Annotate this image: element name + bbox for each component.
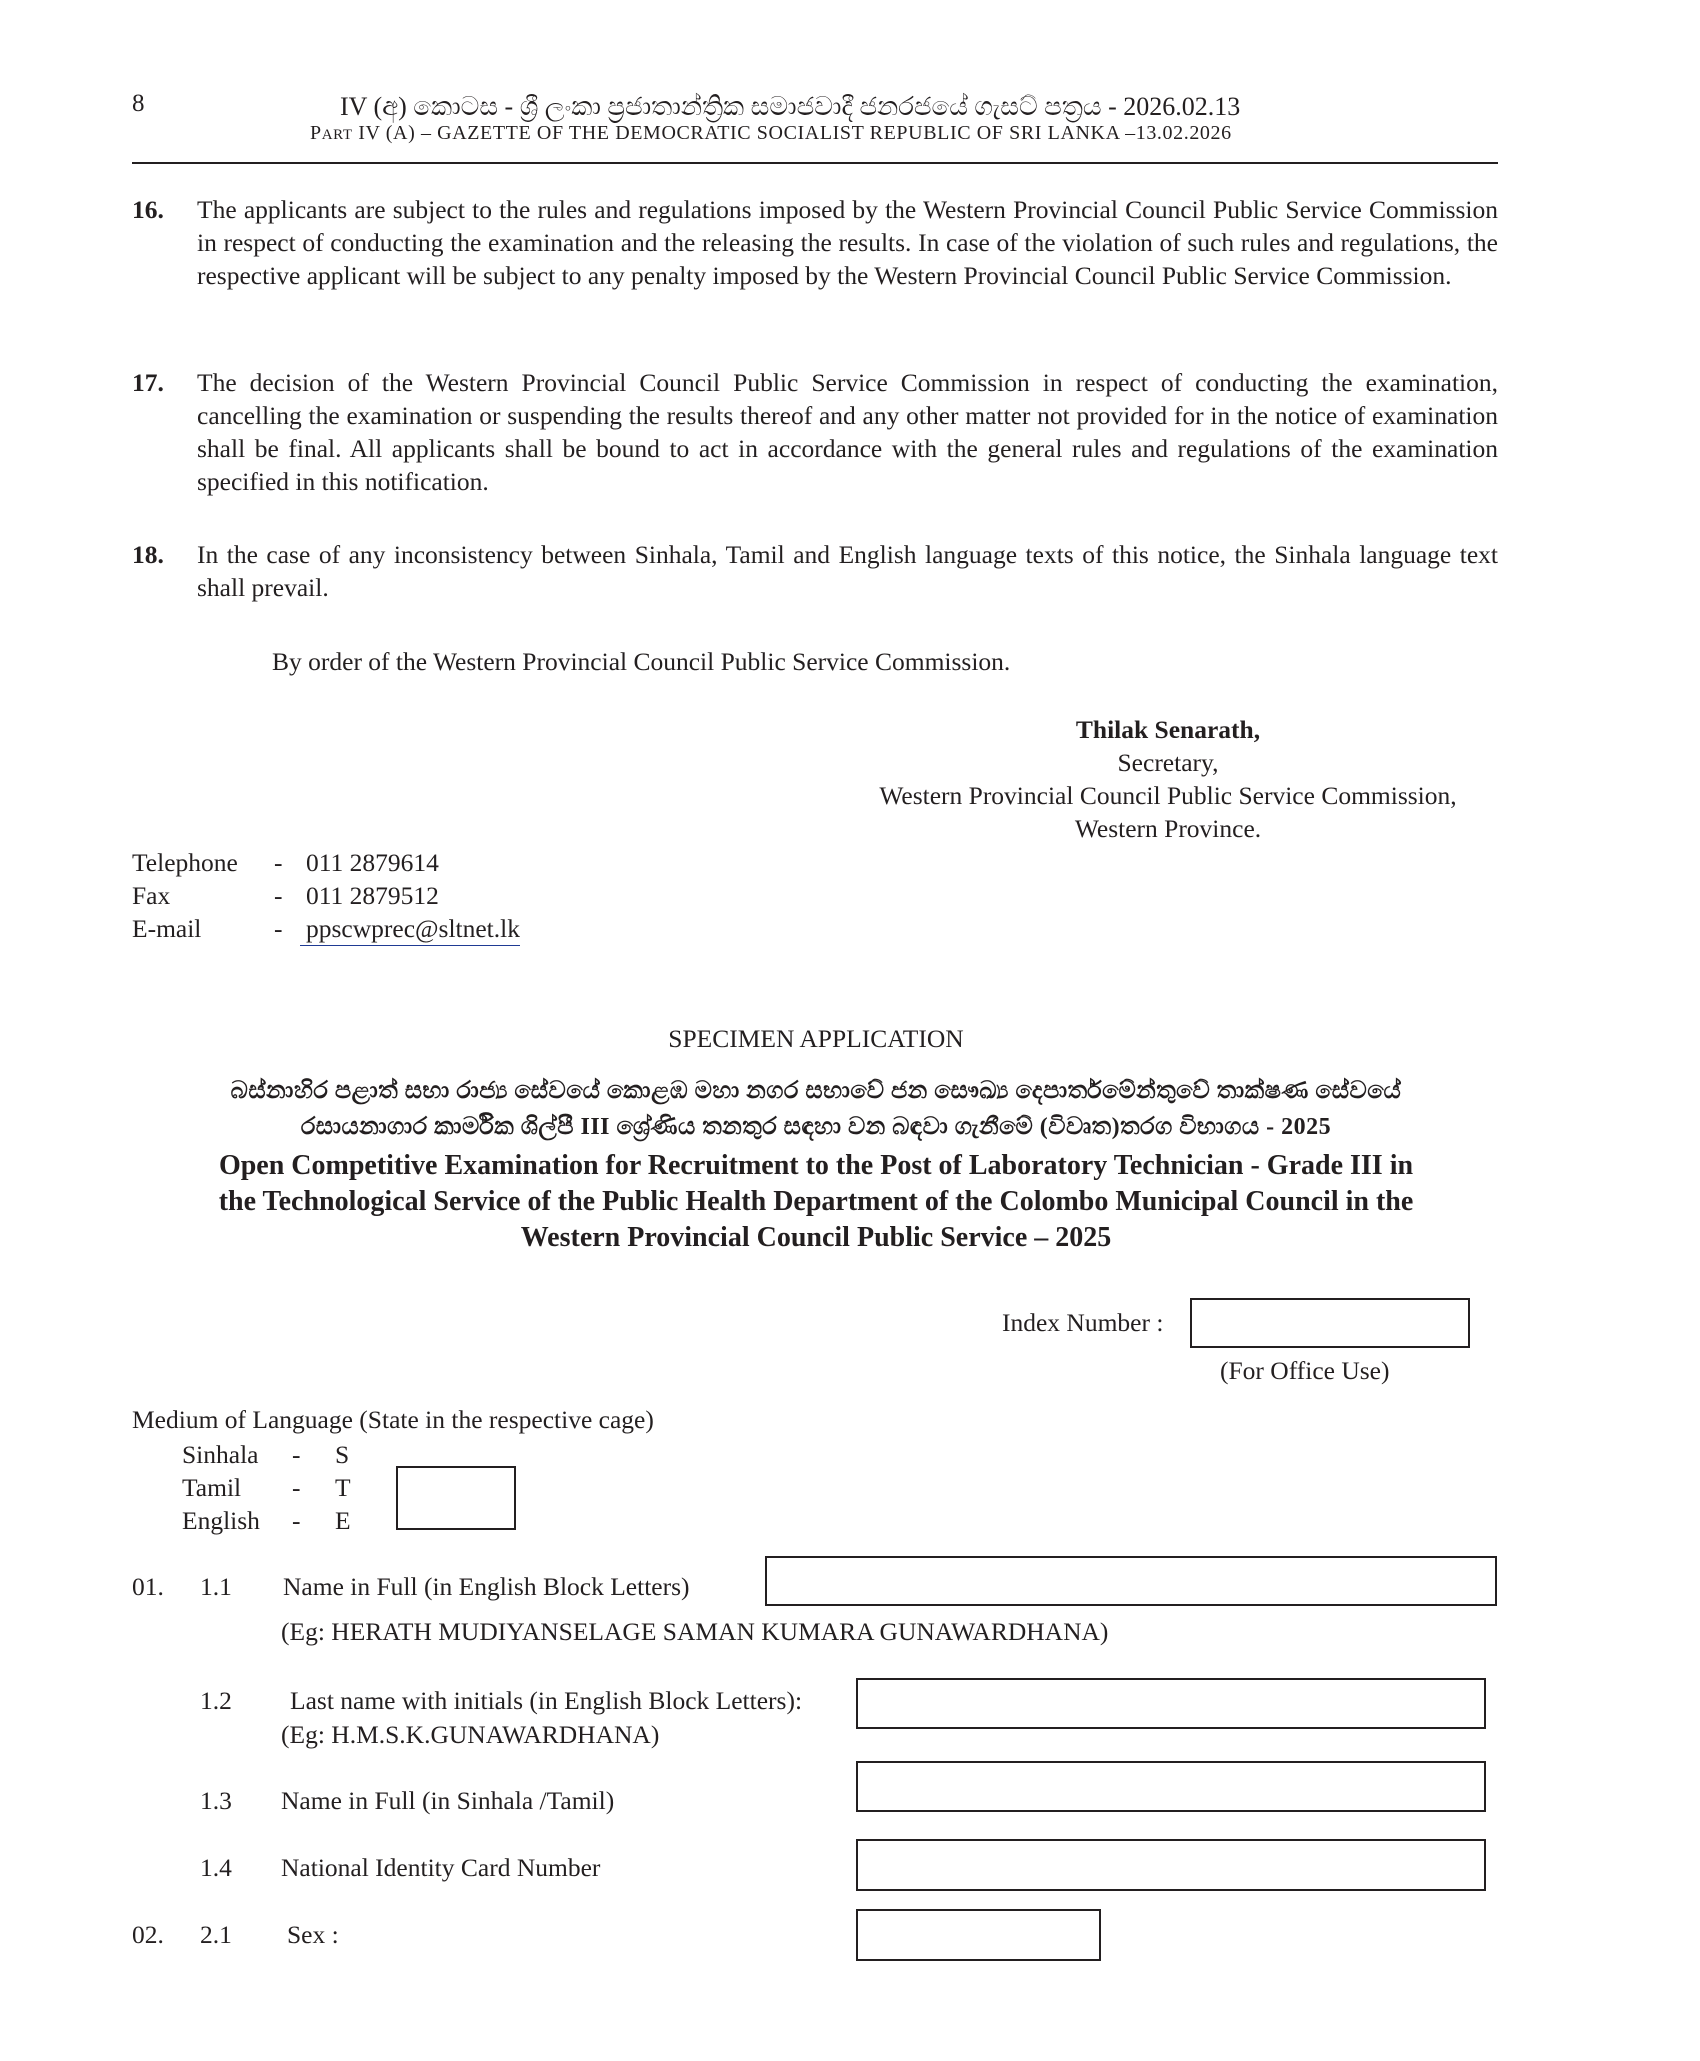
clause-text: The decision of the Western Provincial Council Public Service Commission in respect of conducting the examination, cancelling the examination or suspending the results thereof and any other matter not provided for in the notice of examination shall be final. All applicants shall be bound to act in accordance with the general rules and regulations of the examination specified in this notification. [197,368,1498,496]
q2-1-number: 2.1 [200,1920,232,1949]
sinhala-exam-title-line1: බස්නාහිර පළාත් සභා රාජ්‍ය සේවයේ කොළඹ මහා නගර සභාවේ ජන සෞඛ්‍ය දෙපාර්තමේන්තුවේ තාක්ෂණ සේවයේ [230,1078,1402,1104]
email-link[interactable]: ppscwprec@sltnet.lk [300,912,520,946]
signatory-name: Thilak Senarath, [1075,715,1261,744]
contact-list [132,846,632,945]
last-name-initials-input[interactable] [856,1678,1486,1729]
clause-text: The applicants are subject to the rules and regulations imposed by the Western Provincial Council Public Service Commission in respect of conducting the examination and the releasing the results. In case of the violation of such rules and regulations, the respective applicant will be subject to any penalty imposed by the Western Provincial Council Public Service Commission. [197,195,1498,290]
q1-2-example: (Eg: H.M.S.K.GUNAWARDHANA) [281,1720,660,1749]
signatory-organization: Western Provincial Council Public Service Commission, [879,781,1457,810]
gazette-part-initial: P [310,122,322,144]
contact-sep: - [274,848,283,877]
medium-label: Medium of Language (State in the respective cage) [132,1405,654,1434]
clause-17 [132,366,1498,498]
q1-1-example: (Eg: HERATH MUDIYANSELAGE SAMAN KUMARA GUNAWARDHANA) [281,1617,1109,1646]
q1-1-number: 1.1 [200,1572,232,1601]
q1-3-label: Name in Full (in Sinhala /Tamil) [281,1786,615,1815]
contact-telephone [132,846,632,879]
sinhala-exam-title-line2: රසායනාගාර කාර්මික ශිල්පී III ශ්‍රේණිය තනතුර සඳහා වන බඳවා ගැනීමේ (විවෘත)තරග විභාගය - 2025 [300,1114,1332,1140]
contact-sep: - [274,881,283,910]
gazette-title-rest: IV (A) – GAZETTE OF THE DEMOCRATIC SOCIALIST REPUBLIC OF SRI LANKA –13.02.2026 [352,122,1232,144]
signature-block [838,713,1498,845]
office-use-note: (For Office Use) [1220,1356,1390,1385]
gazette-title-english [310,122,1232,145]
contact-label: Telephone [132,848,238,877]
question-01-number: 01. [132,1572,164,1601]
q1-4-label: National Identity Card Number [281,1853,601,1882]
medium-sep: - [292,1506,301,1535]
medium-option-english [182,1504,382,1537]
medium-option-tamil [182,1471,382,1504]
medium-name: Tamil [182,1473,242,1502]
full-name-sinhala-tamil-input[interactable] [856,1761,1486,1812]
medium-code: E [335,1506,351,1535]
q2-1-label: Sex : [287,1920,339,1949]
signatory-title: Secretary, [1117,748,1219,777]
q1-2-number: 1.2 [200,1686,232,1715]
clause-number: 18. [132,540,164,569]
order-line: By order of the Western Provincial Council Public Service Commission. [272,647,1011,676]
medium-code: T [335,1473,351,1502]
exam-title-line1: Open Competitive Examination for Recruitment to the Post of Laboratory Technician - Grade III in [218,1150,1414,1181]
signatory-province: Western Province. [1074,814,1262,843]
medium-name: Sinhala [182,1440,259,1469]
clause-18 [132,538,1498,604]
header-rule [132,162,1498,164]
gazette-title-sinhala: IV (අ) කොටස - ශ්‍රී ලංකා ප්‍රජාතාන්ත්‍රික සමාජවාදී ජනරජයේ ගැසට් පත්‍රය - 2026.02.13 [340,92,1241,121]
contact-sep: - [274,914,283,943]
q1-2-label: Last name with initials (in English Block Letters): [290,1686,803,1715]
question-02-number: 02. [132,1920,164,1949]
q1-4-number: 1.4 [200,1853,232,1882]
medium-box[interactable] [396,1466,516,1530]
contact-label: E-mail [132,914,202,943]
q1-3-number: 1.3 [200,1786,232,1815]
medium-code: S [335,1440,350,1469]
sex-input[interactable] [856,1909,1101,1961]
specimen-heading: SPECIMEN APPLICATION [668,1024,964,1053]
clause-number: 17. [132,368,164,397]
medium-sep: - [292,1473,301,1502]
medium-options [182,1438,382,1537]
q1-1-label: Name in Full (in English Block Letters) [283,1572,690,1601]
medium-name: English [182,1506,260,1535]
contact-email [132,912,632,945]
exam-title [100,1148,1532,1256]
medium-option-sinhala [182,1438,382,1471]
contact-fax [132,879,632,912]
clause-number: 16. [132,195,164,224]
contact-value: 011 2879614 [306,848,439,877]
page-number: 8 [132,90,145,117]
gazette-part-rest: ART [321,127,353,143]
nic-number-input[interactable] [856,1839,1486,1891]
exam-title-line3: Western Provincial Council Public Service – 2025 [520,1222,1112,1253]
contact-value: 011 2879512 [306,881,439,910]
index-number-box [1190,1298,1470,1348]
exam-title-line2: the Technological Service of the Public Health Department of the Colombo Municipal Council in the [218,1186,1414,1217]
contact-label: Fax [132,881,171,910]
full-name-english-input[interactable] [765,1556,1497,1606]
clause-text: In the case of any inconsistency between Sinhala, Tamil and English language texts of this notice, the Sinhala language text shall prevail. [197,540,1498,602]
clause-16 [132,193,1498,292]
medium-sep: - [292,1440,301,1469]
index-number-label: Index Number : [1002,1308,1164,1337]
